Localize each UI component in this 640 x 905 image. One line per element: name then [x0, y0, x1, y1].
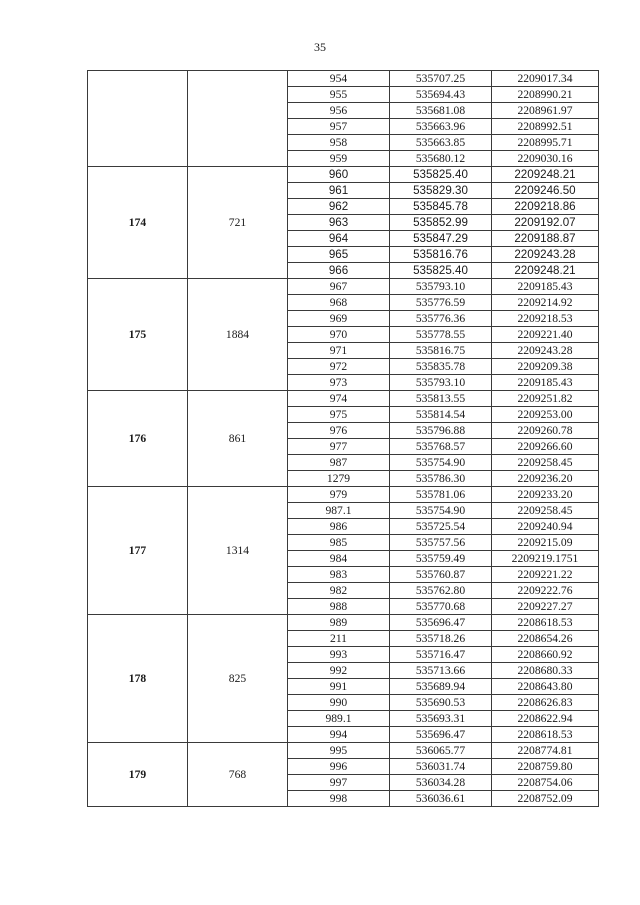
y-coordinate-cell: 2208654.26: [492, 631, 599, 647]
table-row: [88, 615, 599, 631]
x-coordinate-cell: 535829.30: [390, 183, 492, 199]
area-cell: 1314: [188, 487, 288, 615]
x-coordinate-cell: 535825.40: [390, 167, 492, 183]
x-coordinate-cell: 536034.28: [390, 775, 492, 791]
x-coordinate-cell: 535814.54: [390, 407, 492, 423]
y-coordinate-cell: 2209240.94: [492, 519, 599, 535]
y-coordinate-cell: 2208618.53: [492, 727, 599, 743]
x-coordinate-cell: 535825.40: [390, 263, 492, 279]
y-coordinate-cell: 2208995.71: [492, 135, 599, 151]
x-coordinate-cell: 535816.76: [390, 247, 492, 263]
point-id-cell: 973: [288, 375, 390, 391]
area-cell: 861: [188, 391, 288, 487]
point-id-cell: 985: [288, 535, 390, 551]
y-coordinate-cell: 2209218.53: [492, 311, 599, 327]
y-coordinate-cell: 2209218.86: [492, 199, 599, 215]
x-coordinate-cell: 535680.12: [390, 151, 492, 167]
x-coordinate-cell: 535760.87: [390, 567, 492, 583]
x-coordinate-cell: 536065.77: [390, 743, 492, 759]
point-id-cell: 984: [288, 551, 390, 567]
point-id-cell: 960: [288, 167, 390, 183]
point-id-cell: 954: [288, 71, 390, 87]
coordinate-table-body: [88, 71, 599, 807]
x-coordinate-cell: 535693.31: [390, 711, 492, 727]
y-coordinate-cell: 2209246.50: [492, 183, 599, 199]
x-coordinate-cell: 535793.10: [390, 375, 492, 391]
point-id-cell: 996: [288, 759, 390, 775]
point-id-cell: 982: [288, 583, 390, 599]
y-coordinate-cell: 2208660.92: [492, 647, 599, 663]
y-coordinate-cell: 2209221.22: [492, 567, 599, 583]
plot-number-cell: 179: [88, 743, 188, 807]
table-row: [88, 391, 599, 407]
point-id-cell: 968: [288, 295, 390, 311]
y-coordinate-cell: 2209185.43: [492, 279, 599, 295]
table-row: [88, 743, 599, 759]
point-id-cell: 963: [288, 215, 390, 231]
y-coordinate-cell: 2209192.07: [492, 215, 599, 231]
y-coordinate-cell: 2209248.21: [492, 167, 599, 183]
point-id-cell: 997: [288, 775, 390, 791]
point-id-cell: 979: [288, 487, 390, 503]
point-id-cell: 975: [288, 407, 390, 423]
plot-number-cell: 176: [88, 391, 188, 487]
y-coordinate-cell: 2209214.92: [492, 295, 599, 311]
x-coordinate-cell: 536031.74: [390, 759, 492, 775]
plot-number-cell: 175: [88, 279, 188, 391]
x-coordinate-cell: 535796.88: [390, 423, 492, 439]
y-coordinate-cell: 2208622.94: [492, 711, 599, 727]
x-coordinate-cell: 535757.56: [390, 535, 492, 551]
plot-number-cell: 177: [88, 487, 188, 615]
point-id-cell: 976: [288, 423, 390, 439]
point-id-cell: 1279: [288, 471, 390, 487]
y-coordinate-cell: 2208754.06: [492, 775, 599, 791]
x-coordinate-cell: 535852.99: [390, 215, 492, 231]
x-coordinate-cell: 535762.80: [390, 583, 492, 599]
x-coordinate-cell: 536036.61: [390, 791, 492, 807]
y-coordinate-cell: 2208626.83: [492, 695, 599, 711]
point-id-cell: 957: [288, 119, 390, 135]
point-id-cell: 211: [288, 631, 390, 647]
plot-number-cell: 174: [88, 167, 188, 279]
point-id-cell: 970: [288, 327, 390, 343]
x-coordinate-cell: 535707.25: [390, 71, 492, 87]
point-id-cell: 961: [288, 183, 390, 199]
x-coordinate-cell: 535813.55: [390, 391, 492, 407]
plot-number-cell: 178: [88, 615, 188, 743]
y-coordinate-cell: 2209209.38: [492, 359, 599, 375]
table-row: [88, 71, 599, 87]
x-coordinate-cell: 535835.78: [390, 359, 492, 375]
point-id-cell: 988: [288, 599, 390, 615]
point-id-cell: 972: [288, 359, 390, 375]
y-coordinate-cell: 2209017.34: [492, 71, 599, 87]
y-coordinate-cell: 2209243.28: [492, 247, 599, 263]
y-coordinate-cell: 2209258.45: [492, 455, 599, 471]
x-coordinate-cell: 535696.47: [390, 615, 492, 631]
y-coordinate-cell: 2209188.87: [492, 231, 599, 247]
x-coordinate-cell: 535754.90: [390, 503, 492, 519]
point-id-cell: 986: [288, 519, 390, 535]
area-cell: 721: [188, 167, 288, 279]
table-row: [88, 487, 599, 503]
area-cell: 1884: [188, 279, 288, 391]
y-coordinate-cell: 2208990.21: [492, 87, 599, 103]
point-id-cell: 964: [288, 231, 390, 247]
point-id-cell: 989.1: [288, 711, 390, 727]
point-id-cell: 987: [288, 455, 390, 471]
x-coordinate-cell: 535725.54: [390, 519, 492, 535]
y-coordinate-cell: 2209253.00: [492, 407, 599, 423]
point-id-cell: 967: [288, 279, 390, 295]
x-coordinate-cell: 535781.06: [390, 487, 492, 503]
x-coordinate-cell: 535770.68: [390, 599, 492, 615]
y-coordinate-cell: 2209222.76: [492, 583, 599, 599]
point-id-cell: 965: [288, 247, 390, 263]
y-coordinate-cell: 2209248.21: [492, 263, 599, 279]
point-id-cell: 956: [288, 103, 390, 119]
point-id-cell: 998: [288, 791, 390, 807]
x-coordinate-cell: 535778.55: [390, 327, 492, 343]
x-coordinate-cell: 535816.75: [390, 343, 492, 359]
y-coordinate-cell: 2208992.51: [492, 119, 599, 135]
x-coordinate-cell: 535716.47: [390, 647, 492, 663]
page-number: 35: [314, 40, 326, 54]
point-id-cell: 994: [288, 727, 390, 743]
y-coordinate-cell: 2208774.81: [492, 743, 599, 759]
x-coordinate-cell: 535845.78: [390, 199, 492, 215]
x-coordinate-cell: 535776.59: [390, 295, 492, 311]
x-coordinate-cell: 535754.90: [390, 455, 492, 471]
y-coordinate-cell: 2208961.97: [492, 103, 599, 119]
point-id-cell: 966: [288, 263, 390, 279]
point-id-cell: 992: [288, 663, 390, 679]
y-coordinate-cell: 2209227.27: [492, 599, 599, 615]
coordinate-table: [87, 70, 599, 807]
y-coordinate-cell: 2208752.09: [492, 791, 599, 807]
y-coordinate-cell: 2208618.53: [492, 615, 599, 631]
area-cell: 825: [188, 615, 288, 743]
area-cell: 768: [188, 743, 288, 807]
point-id-cell: 995: [288, 743, 390, 759]
point-id-cell: 955: [288, 87, 390, 103]
point-id-cell: 983: [288, 567, 390, 583]
point-id-cell: 959: [288, 151, 390, 167]
y-coordinate-cell: 2209243.28: [492, 343, 599, 359]
x-coordinate-cell: 535663.96: [390, 119, 492, 135]
y-coordinate-cell: 2209030.16: [492, 151, 599, 167]
y-coordinate-cell: 2209215.09: [492, 535, 599, 551]
point-id-cell: 962: [288, 199, 390, 215]
point-id-cell: 974: [288, 391, 390, 407]
point-id-cell: 987.1: [288, 503, 390, 519]
x-coordinate-cell: 535759.49: [390, 551, 492, 567]
x-coordinate-cell: 535793.10: [390, 279, 492, 295]
y-coordinate-cell: 2209251.82: [492, 391, 599, 407]
x-coordinate-cell: 535776.36: [390, 311, 492, 327]
y-coordinate-cell: 2209260.78: [492, 423, 599, 439]
point-id-cell: 989: [288, 615, 390, 631]
plot-number-cell: [88, 71, 188, 167]
y-coordinate-cell: 2209266.60: [492, 439, 599, 455]
x-coordinate-cell: 535663.85: [390, 135, 492, 151]
point-id-cell: 991: [288, 679, 390, 695]
y-coordinate-cell: 2209219.1751: [492, 551, 599, 567]
x-coordinate-cell: 535786.30: [390, 471, 492, 487]
point-id-cell: 969: [288, 311, 390, 327]
x-coordinate-cell: 535713.66: [390, 663, 492, 679]
point-id-cell: 990: [288, 695, 390, 711]
y-coordinate-cell: 2208759.80: [492, 759, 599, 775]
table-row: [88, 279, 599, 295]
y-coordinate-cell: 2208680.33: [492, 663, 599, 679]
table-row: [88, 167, 599, 183]
y-coordinate-cell: 2208643.80: [492, 679, 599, 695]
point-id-cell: 993: [288, 647, 390, 663]
point-id-cell: 977: [288, 439, 390, 455]
x-coordinate-cell: 535681.08: [390, 103, 492, 119]
y-coordinate-cell: 2209185.43: [492, 375, 599, 391]
x-coordinate-cell: 535696.47: [390, 727, 492, 743]
y-coordinate-cell: 2209258.45: [492, 503, 599, 519]
x-coordinate-cell: 535768.57: [390, 439, 492, 455]
x-coordinate-cell: 535847.29: [390, 231, 492, 247]
area-cell: [188, 71, 288, 167]
y-coordinate-cell: 2209233.20: [492, 487, 599, 503]
x-coordinate-cell: 535690.53: [390, 695, 492, 711]
y-coordinate-cell: 2209236.20: [492, 471, 599, 487]
point-id-cell: 971: [288, 343, 390, 359]
x-coordinate-cell: 535689.94: [390, 679, 492, 695]
x-coordinate-cell: 535718.26: [390, 631, 492, 647]
y-coordinate-cell: 2209221.40: [492, 327, 599, 343]
point-id-cell: 958: [288, 135, 390, 151]
x-coordinate-cell: 535694.43: [390, 87, 492, 103]
